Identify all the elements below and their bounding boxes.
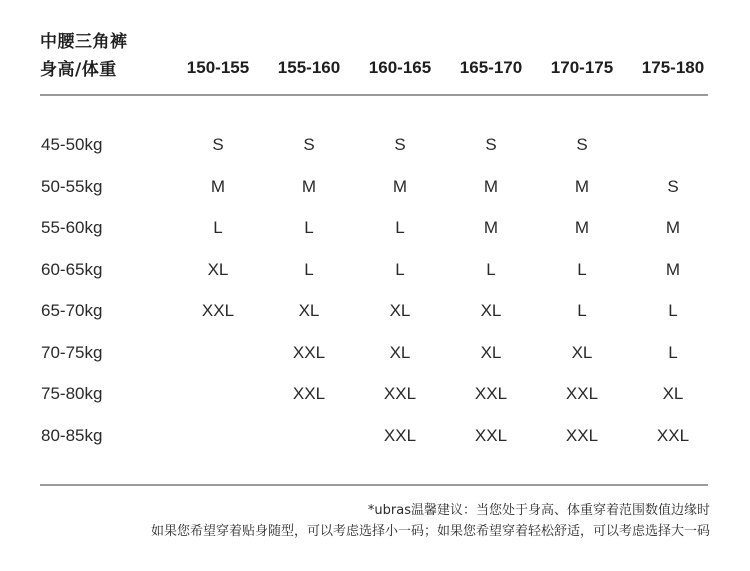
size-cell: S: [485, 135, 497, 154]
size-cell: XL: [571, 342, 593, 362]
size-cell: XXL: [383, 384, 417, 403]
size-cell: M: [665, 259, 681, 279]
table-row: [0, 415, 750, 457]
size-cell: XL: [298, 301, 320, 320]
size-cell: L: [486, 259, 496, 279]
table-row: [0, 249, 750, 291]
size-cell: XL: [207, 259, 229, 279]
table-row: [0, 166, 750, 208]
size-cell: L: [304, 218, 314, 237]
size-cell: M: [301, 176, 317, 196]
size-cell: L: [668, 342, 678, 362]
size-cell: XXL: [565, 425, 599, 445]
weight-label: 50-55kg: [41, 176, 103, 196]
header-divider: [40, 94, 708, 96]
weight-label: 45-50kg: [41, 135, 103, 154]
size-cell: M: [574, 176, 590, 196]
size-cell: XL: [389, 342, 411, 362]
size-cell: M: [210, 176, 226, 196]
size-cell: XL: [389, 301, 411, 320]
size-cell: M: [483, 176, 499, 196]
size-cell: L: [304, 259, 314, 279]
size-cell: S: [394, 135, 406, 154]
table-row: [0, 373, 750, 415]
size-cell: S: [667, 176, 679, 196]
height-header-row: [0, 56, 750, 80]
footer-divider: [40, 484, 708, 486]
size-cell: XXL: [201, 301, 235, 320]
size-cell: L: [395, 218, 405, 237]
weight-label: 75-80kg: [41, 384, 103, 403]
sizing-note-line: 如果您希望穿着贴身随型，可以考虑选择小一码；如果您希望穿着轻松舒适，可以考虑选择大一码: [150, 524, 710, 539]
size-cell: M: [574, 218, 590, 237]
size-cell: XL: [480, 301, 502, 320]
size-cell: XXL: [656, 425, 690, 445]
axis-label-height-weight: 身高/体重: [40, 60, 117, 80]
size-cell: XXL: [474, 384, 508, 403]
size-cell: XL: [662, 384, 684, 403]
height-column-header: 155-160: [277, 58, 341, 77]
size-cell: M: [392, 176, 408, 196]
product-name: 中腰三角裤: [40, 32, 128, 52]
size-cell: S: [576, 135, 588, 154]
size-cell: XXL: [474, 425, 508, 445]
height-column-header: 170-175: [550, 58, 614, 77]
size-cell: L: [668, 301, 678, 320]
weight-label: 60-65kg: [41, 259, 103, 279]
size-cell: L: [395, 259, 405, 279]
size-cell: L: [213, 218, 223, 237]
size-table: [0, 124, 750, 456]
table-row: [0, 207, 750, 249]
height-column-header: 160-165: [368, 58, 432, 77]
table-row: [0, 290, 750, 332]
height-column-header: 165-170: [459, 58, 523, 77]
weight-label: 80-85kg: [41, 425, 103, 445]
size-cell: XXL: [292, 384, 326, 403]
table-row: [0, 332, 750, 374]
size-cell: L: [577, 259, 587, 279]
size-cell: XXL: [565, 384, 599, 403]
size-cell: L: [577, 301, 587, 320]
height-column-header: 150-155: [186, 58, 250, 77]
height-column-header: 175-180: [641, 58, 705, 77]
table-row: [0, 124, 750, 166]
size-cell: M: [483, 218, 499, 237]
sizing-note-line: *ubras温馨建议：当您处于身高、体重穿着范围数值边缘时: [367, 503, 710, 518]
size-cell: XL: [480, 342, 502, 362]
size-cell: S: [303, 135, 315, 154]
weight-label: 70-75kg: [41, 342, 103, 362]
size-cell: S: [212, 135, 224, 154]
size-cell: M: [665, 218, 681, 237]
size-cell: XXL: [292, 342, 326, 362]
weight-label: 55-60kg: [41, 218, 103, 237]
size-cell: XXL: [383, 425, 417, 445]
weight-label: 65-70kg: [41, 301, 103, 320]
sizing-note: [151, 500, 710, 542]
